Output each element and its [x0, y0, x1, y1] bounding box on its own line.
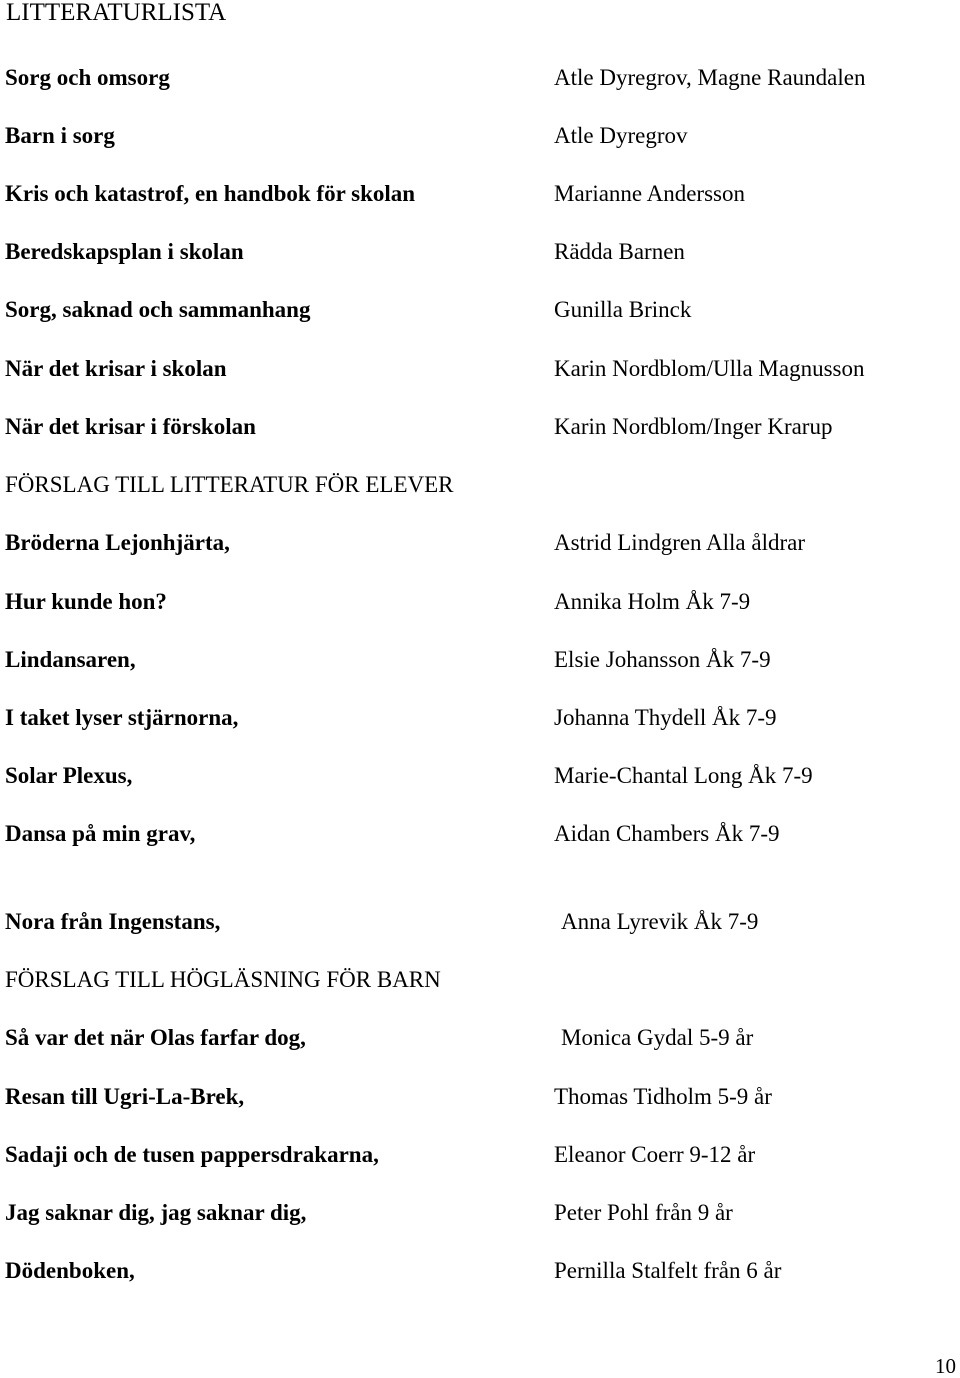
- book-author: Anna Lyrevik Åk 7-9: [561, 909, 759, 934]
- section-heading: FÖRSLAG TILL LITTERATUR FÖR ELEVER: [5, 472, 454, 497]
- page-title: LITTERATURLISTA: [6, 0, 227, 26]
- book-author: Johanna Thydell Åk 7-9: [554, 705, 777, 730]
- book-author: Astrid Lindgren Alla åldrar: [554, 530, 806, 555]
- book-author: Marianne Andersson: [554, 181, 745, 206]
- book-title: Beredskapsplan i skolan: [5, 239, 244, 264]
- book-title: Så var det när Olas farfar dog,: [5, 1025, 306, 1050]
- book-title: Sorg, saknad och sammanhang: [5, 297, 311, 322]
- book-author: Atle Dyregrov, Magne Raundalen: [554, 65, 866, 90]
- book-author: Aidan Chambers Åk 7-9: [554, 821, 780, 846]
- book-title: Barn i sorg: [5, 123, 115, 148]
- section-heading: FÖRSLAG TILL HÖGLÄSNING FÖR BARN: [5, 967, 441, 992]
- book-author: Karin Nordblom/Ulla Magnusson: [554, 356, 865, 381]
- book-author: Monica Gydal 5-9 år: [561, 1025, 754, 1050]
- book-title: Hur kunde hon?: [5, 589, 167, 614]
- book-title: Dödenboken,: [5, 1258, 135, 1283]
- book-author: Peter Pohl från 9 år: [554, 1200, 733, 1225]
- book-author: Thomas Tidholm 5-9 år: [554, 1084, 772, 1109]
- book-title: Sorg och omsorg: [5, 65, 170, 90]
- book-title: Resan till Ugri-La-Brek,: [5, 1084, 245, 1109]
- book-author: Atle Dyregrov: [554, 123, 688, 148]
- book-author: Elsie Johansson Åk 7-9: [554, 647, 771, 672]
- book-title: Nora från Ingenstans,: [5, 909, 221, 934]
- book-title: Solar Plexus,: [5, 763, 133, 788]
- book-author: Gunilla Brinck: [554, 297, 692, 322]
- book-title: Dansa på min grav,: [5, 821, 196, 846]
- book-author: Karin Nordblom/Inger Krarup: [554, 414, 833, 439]
- book-title: I taket lyser stjärnorna,: [5, 705, 239, 730]
- book-title: Kris och katastrof, en handbok för skolan: [5, 181, 416, 206]
- book-author: Eleanor Coerr 9-12 år: [554, 1142, 756, 1167]
- book-title: När det krisar i förskolan: [5, 414, 256, 439]
- book-author: Marie-Chantal Long Åk 7-9: [554, 763, 813, 788]
- book-title: Sadaji och de tusen pappersdrakarna,: [5, 1142, 379, 1167]
- book-author: Pernilla Stalfelt från 6 år: [554, 1258, 782, 1283]
- book-title: Bröderna Lejonhjärta,: [5, 530, 230, 555]
- book-title: När det krisar i skolan: [5, 356, 227, 381]
- book-title: Lindansaren,: [5, 647, 136, 672]
- book-author: Annika Holm Åk 7-9: [554, 589, 751, 614]
- page-number: 10: [935, 1354, 956, 1378]
- book-title: Jag saknar dig, jag saknar dig,: [5, 1200, 307, 1225]
- book-author: Rädda Barnen: [554, 239, 685, 264]
